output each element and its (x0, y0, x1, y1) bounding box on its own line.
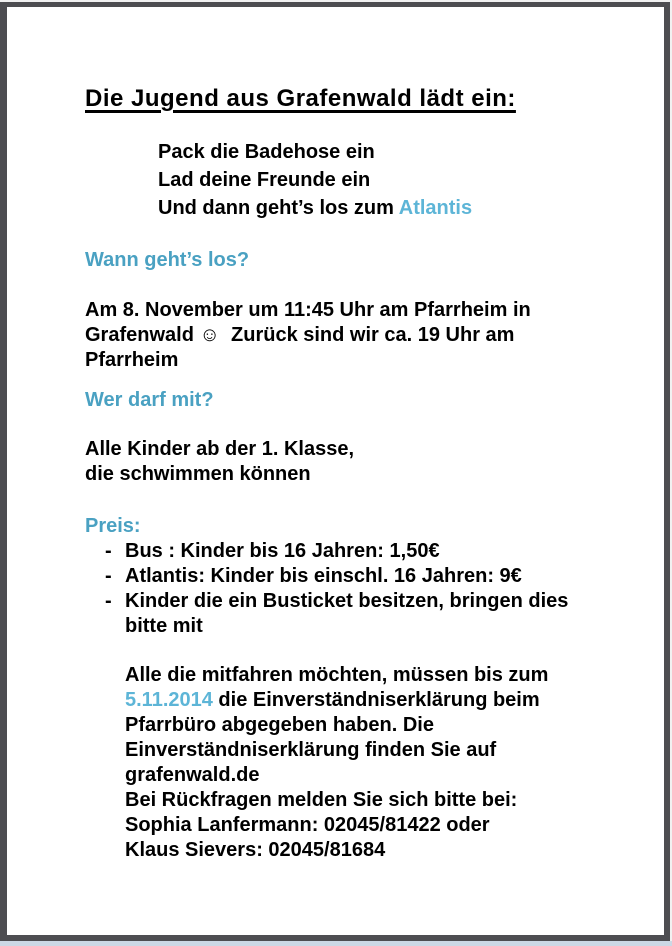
bullet-dash: - (105, 540, 112, 562)
info-line-4: Einverständniserklärung finden Sie auf (125, 739, 497, 761)
info-line-5-website: grafenwald.de (125, 764, 260, 786)
poem-line-3-text: Und dann geht’s los zum (158, 197, 399, 219)
price-item-busticket-text (125, 589, 568, 639)
price-item-bus-text: Bus : Kinder bis 16 Jahren: 1,50€ (125, 540, 440, 562)
info-line-1: Alle die mitfahren möchten, müssen bis zum (125, 664, 549, 686)
info-section (125, 663, 624, 863)
info-line-2-rest: die Einverständniserklärung beim (212, 689, 540, 711)
smiley-icon: ☺ (199, 324, 220, 346)
poem-line-1: Pack die Badehose ein (158, 141, 375, 163)
info-line-6: Bei Rückfragen melden Sie sich bitte bei: (125, 789, 518, 811)
document-page (7, 7, 664, 863)
bullet-dash: - (105, 565, 112, 587)
price-item-atlantis-text: Atlantis: Kinder bis einschl. 16 Jahren: 9€ (125, 565, 522, 587)
price-item-bus (105, 539, 624, 564)
section-heading-when: Wann geht’s los? (85, 249, 250, 271)
poem-line-3 (158, 194, 624, 222)
price-item-atlantis (105, 564, 624, 589)
price-item-busticket-line-1: Kinder die ein Busticket besitzen, bringen dies (125, 590, 569, 612)
when-paragraph (85, 298, 624, 373)
who-line-2: die schwimmen können (85, 463, 311, 485)
when-line-1: Am 8. November um 11:45 Uhr am Pfarrheim in (85, 299, 531, 321)
info-line-2 (125, 688, 624, 713)
atlantis-highlight: Atlantis (398, 197, 473, 219)
intro-poem (158, 138, 624, 222)
section-heading-price: Preis: (85, 515, 141, 537)
poem-line-2: Lad deine Freunde ein (158, 169, 371, 191)
bullet-dash: - (105, 590, 112, 612)
when-line-2-prefix: Grafenwald (85, 324, 200, 346)
info-line-7-contact: Sophia Lanfermann: 02045/81422 oder (125, 814, 490, 836)
info-line-8-contact: Klaus Sievers: 02045/81684 (125, 839, 386, 861)
price-section (85, 514, 624, 639)
window-bottom-strip (0, 941, 672, 946)
section-heading-who: Wer darf mit? (85, 389, 214, 411)
page-title: Die Jugend aus Grafenwald lädt ein: (85, 85, 516, 112)
when-line-3: Pfarrheim (85, 349, 179, 371)
info-line-3: Pfarrbüro abgegeben haben. Die (125, 714, 434, 736)
deadline-date-highlight: 5.11.2014 (125, 689, 213, 711)
price-item-busticket-line-2: bitte mit (125, 615, 203, 637)
when-line-2 (85, 323, 624, 348)
document-page-frame (0, 2, 670, 941)
when-line-2-suffix: Zurück sind wir ca. 19 Uhr am (219, 324, 515, 346)
price-item-busticket (105, 589, 624, 639)
who-paragraph (85, 437, 624, 487)
who-line-1: Alle Kinder ab der 1. Klasse, (85, 438, 354, 460)
